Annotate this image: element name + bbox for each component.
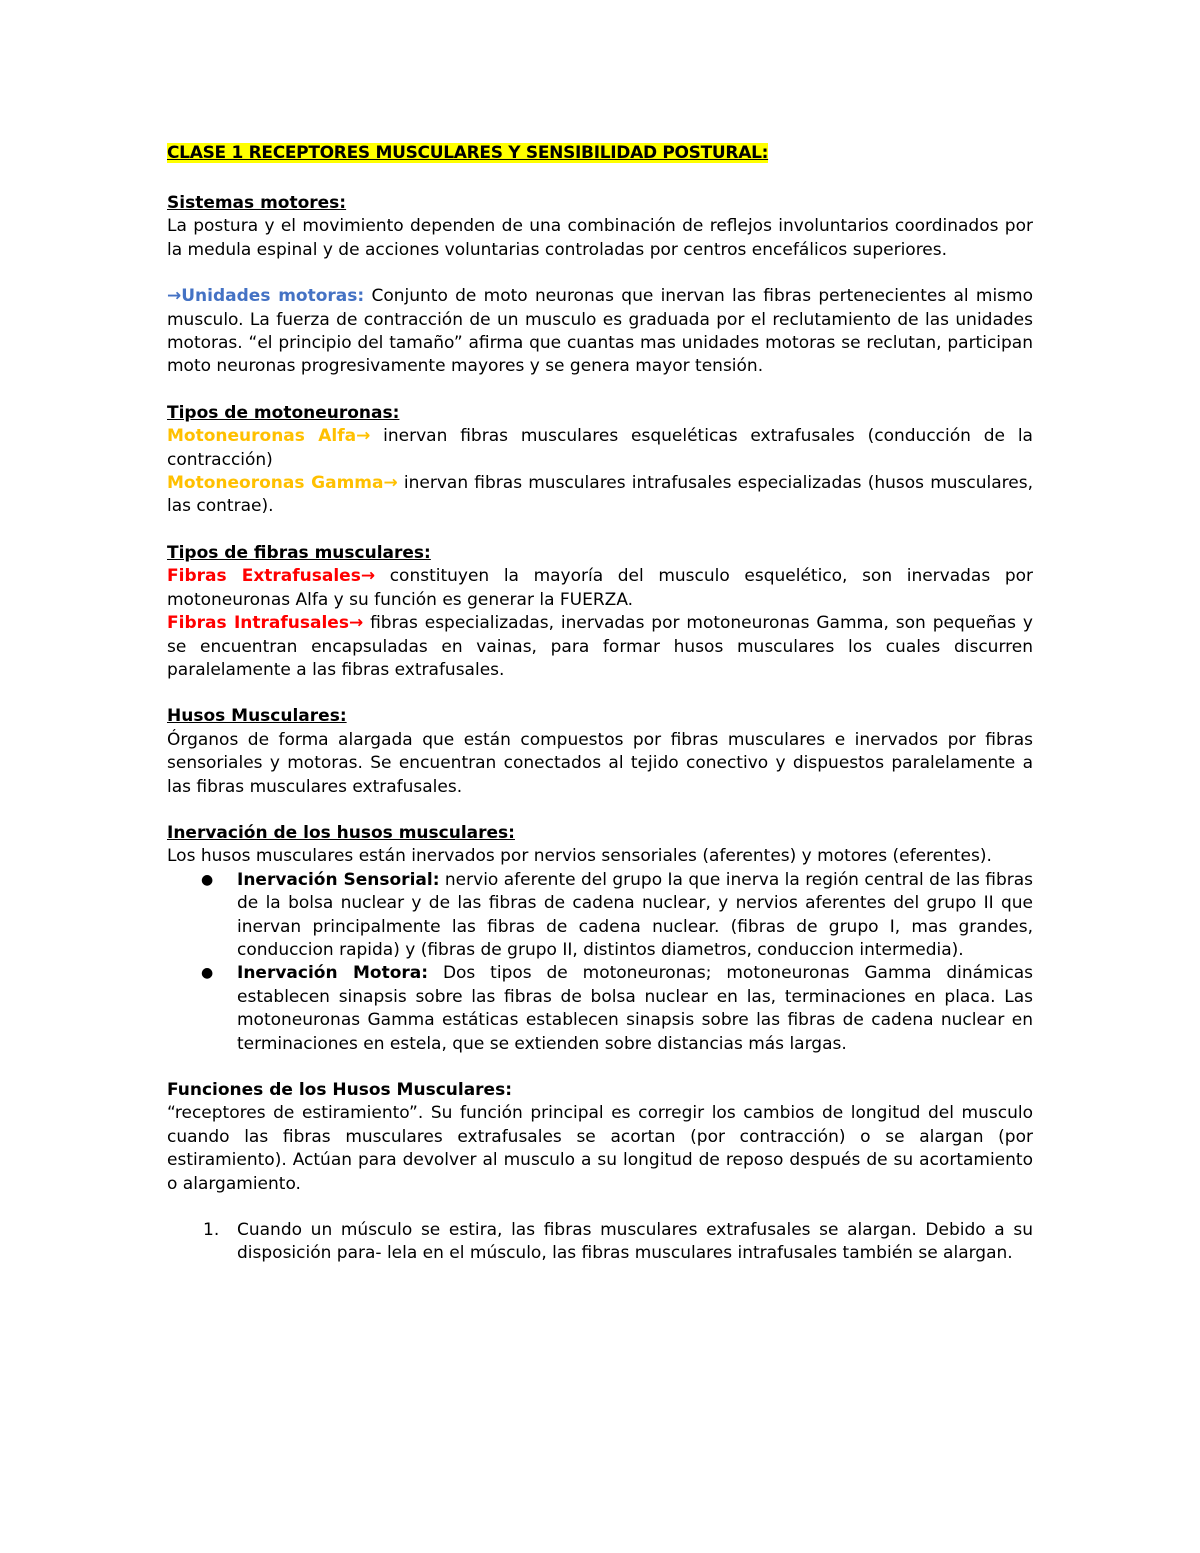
section-tipos-fibras <box>167 542 1033 682</box>
term-text: inervan fibras musculares intrafusales especializadas (husos musculares, las contrae). <box>167 473 1033 517</box>
section-heading: Funciones de los Husos Musculares: <box>167 1080 512 1100</box>
section-heading: Tipos de fibras musculares: <box>167 542 431 563</box>
term-label: Motoneuronas Alfa→ <box>167 426 371 447</box>
bullet-icon: ● <box>201 965 214 982</box>
section-sistemas-motores <box>167 192 1033 262</box>
list-item <box>201 962 1033 1056</box>
section-heading: Husos Musculares: <box>167 706 347 727</box>
list-item <box>203 1219 1033 1266</box>
paragraph: “receptores de estiramiento”. Su función principal es corregir los cambios de longitud del musculo cuando las fibras musculares extrafusales se acortan (por contracción) o se alargan (por estiramiento). Actúan para devolver al musculo a su longitud de reposo después de su acortamiento o alargamiento. <box>167 1103 1033 1194</box>
paragraph <box>167 612 1033 682</box>
term-label: Fibras Extrafusales→ <box>167 566 376 587</box>
section-funciones <box>167 1079 1033 1266</box>
section-tipos-motoneuronas <box>167 402 1033 519</box>
term-text: fibras especializadas, inervadas por motoneuronas Gamma, son pequeñas y se encuentran encapsuladas en vainas, para formar husos musculares los cuales discurren paralelamente a las fibras extrafusales. <box>167 613 1033 680</box>
item-text: nervio aferente del grupo Ia que inerva la región central de las fibras de la bolsa nuclear y de las fibras de cadena nuclear, y nervios aferentes del grupo II que inervan principalmente las fibras de cadena nuclear. (fibras de grupo I, mas grandes, conduccion rapida) y (fibras de grupo II, distintos diametros, conduccion intermedia). <box>237 869 1033 960</box>
paragraph <box>167 472 1033 519</box>
term-label: Motoneoronas Gamma→ <box>167 473 398 494</box>
term-text: Conjunto de moto neuronas que inervan las fibras pertenecientes al mismo musculo. La fuerza de contracción de un musculo es graduada por el reclutamiento de las unidades motoras. “el principio del tamaño” afirma que cuantas mas unidades motoras se reclutan, participan moto neuronas progresivamente mayores y se genera mayor tensión. <box>167 286 1033 377</box>
item-text: Dos tipos de motoneuronas; motoneuronas Gamma dinámicas establecen sinapsis sobre las fibras de bolsa nuclear en las, terminaciones en placa. Las motoneuronas Gamma estáticas establecen sinapsis sobre las fibras de cadena nuclear en terminaciones en estela, que se extienden sobre distancias más largas. <box>237 963 1033 1054</box>
paragraph <box>167 565 1033 612</box>
paragraph: La postura y el movimiento dependen de una combinación de reflejos involuntarios coordinados por la medula espinal y de acciones voluntarias controladas por centros encefálicos superiores. <box>167 216 1033 260</box>
paragraph <box>167 285 1033 379</box>
item-label: Inervación Sensorial: <box>237 869 440 890</box>
bullet-icon: ● <box>201 871 214 888</box>
term-text: inervan fibras musculares esqueléticas extrafusales (conducción de la contracción) <box>167 426 1033 470</box>
list-item <box>201 869 1033 963</box>
term-label: Fibras Intrafusales→ <box>167 613 364 634</box>
section-inervacion <box>167 822 1033 1056</box>
paragraph: Los husos musculares están inervados por nervios sensoriales (aferentes) y motores (eferentes). <box>167 846 992 867</box>
item-text: Cuando un músculo se estira, las fibras musculares extrafusales se alargan. Debido a su disposición para- lela en el músculo, las fibras musculares intrafusales también se alargan. <box>237 1220 1033 1264</box>
item-number: 1. <box>203 1220 220 1241</box>
term-text: constituyen la mayoría del musculo esquelético, son inervadas por motoneuronas Alfa y su función es generar la FUERZA. <box>167 566 1033 610</box>
section-husos-musculares <box>167 705 1033 799</box>
item-label: Inervación Motora: <box>237 963 429 984</box>
term-label: →Unidades motoras: <box>167 286 365 307</box>
numbered-list <box>167 1219 1033 1266</box>
bullet-list <box>167 869 1033 1056</box>
document-title: CLASE 1 RECEPTORES MUSCULARES Y SENSIBILIDAD POSTURAL: <box>167 143 769 163</box>
paragraph <box>167 425 1033 472</box>
section-heading: Sistemas motores: <box>167 193 347 213</box>
title-block <box>167 140 1033 166</box>
section-heading: Inervación de los husos musculares: <box>167 822 515 843</box>
paragraph: Órganos de forma alargada que están compuestos por fibras musculares e inervados por fibras sensoriales y motoras. Se encuentran conectados al tejido conectivo y dispuestos paralelamente a las fibras musculares extrafusales. <box>167 729 1033 797</box>
section-heading: Tipos de motoneuronas: <box>167 402 400 423</box>
section-unidades-motoras <box>167 285 1033 379</box>
